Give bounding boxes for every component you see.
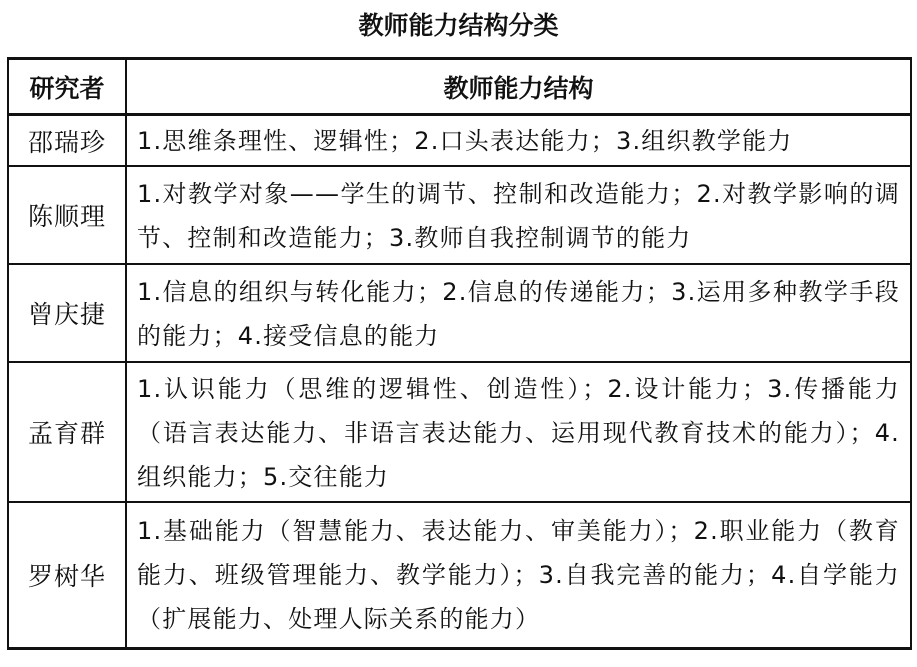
researcher-cell: 邵瑞珍	[8, 115, 126, 167]
structure-cell: 1.认识能力（思维的逻辑性、创造性）；2.设计能力；3.传播能力（语言表达能力、非语言表达能力、运用现代教育技术的能力）；4.组织能力；5.交往能力	[126, 362, 911, 502]
structure-cell: 1.对教学对象——学生的调节、控制和改造能力；2.对教学影响的调节、控制和改造能力；3.教师自我控制调节的能力	[126, 166, 911, 264]
researcher-cell: 孟育群	[8, 362, 126, 502]
structure-cell: 1.思维条理性、逻辑性；2.口头表达能力；3.组织教学能力	[126, 115, 911, 167]
ability-structure-table	[7, 57, 912, 650]
header-structure: 教师能力结构	[126, 59, 911, 115]
table-header-row	[8, 59, 911, 115]
table-row	[8, 115, 911, 167]
table-row	[8, 502, 911, 648]
researcher-cell: 陈顺理	[8, 166, 126, 264]
structure-cell: 1.信息的组织与转化能力；2.信息的传递能力；3.运用多种教学手段的能力；4.接受信息的能力	[126, 264, 911, 362]
structure-cell: 1.基础能力（智慧能力、表达能力、审美能力）；2.职业能力（教育能力、班级管理能力、教学能力）；3.自我完善的能力；4.自学能力（扩展能力、处理人际关系的能力）	[126, 502, 911, 648]
table-row	[8, 362, 911, 502]
table-row	[8, 264, 911, 362]
header-researcher: 研究者	[8, 59, 126, 115]
researcher-cell: 罗树华	[8, 502, 126, 648]
table-title: 教师能力结构分类	[358, 11, 559, 40]
table-row	[8, 166, 911, 264]
researcher-cell: 曾庆捷	[8, 264, 126, 362]
